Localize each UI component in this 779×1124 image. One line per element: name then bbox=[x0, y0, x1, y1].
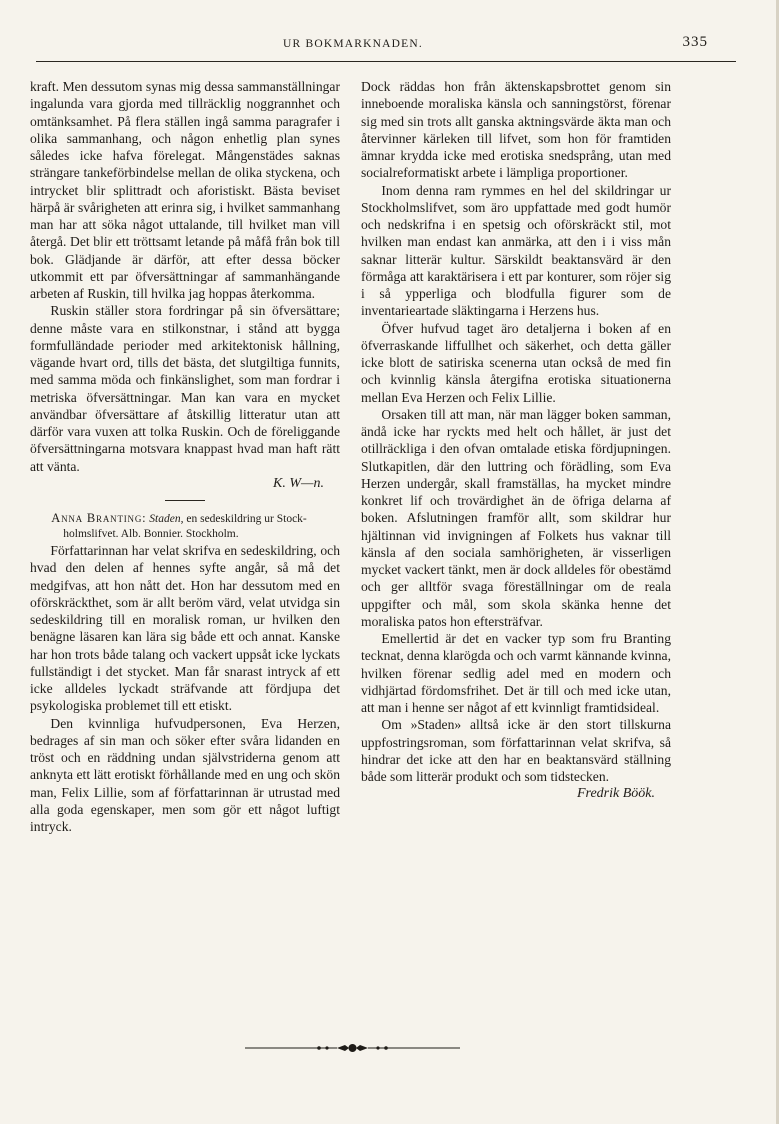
page-header bbox=[36, 34, 736, 60]
paragraph: Om »Staden» alltså icke är den stort tillskurna uppfostringsroman, som författarinnan velat skrifva, så hindrar det icke att den har en beaktansvärd ställning både som litterär produkt och som tidstecken. bbox=[361, 717, 671, 784]
header-rule bbox=[36, 61, 736, 62]
reviewer-signature: Fredrik Böök. bbox=[576, 786, 655, 802]
end-ornament bbox=[245, 1041, 460, 1055]
page-number: 335 bbox=[682, 34, 708, 50]
review-heading-rest: en sedeskildring ur Stock- bbox=[186, 513, 307, 525]
paragraph: Den kvinnliga hufvudpersonen, Eva Herzen, bedrages af sin man och söker efter svåra lidanden en tröst och en räddning undan självstriderna genom att anknyta ett lätt erotiskt förhållande med en ung och skön man, Felix Lillie, som af författarinnan är utrustad med alla goda egenskaper, men som gör ett något luftigt intryck. bbox=[30, 715, 340, 834]
paragraph: Emellertid är det en vacker typ som fru Branting tecknat, denna klarögda och och varmt kännande kvinna, hvilken förenar sedlig adel med en modern och vidhjärtad fördomsfrihet. Det är till och med icke utan, att man i henne ser något af ett kvinnligt framtidsideal. bbox=[361, 631, 671, 715]
review-author: Anna Branting: bbox=[51, 511, 147, 525]
review-heading bbox=[30, 511, 340, 542]
review-book-title: Staden, bbox=[149, 513, 184, 525]
paragraph: Författarinnan har velat skrifva en sedeskildring, och hvad den delen af hennes syfte angår, så må det medgifvas, att hon nått det. Hon har dessutom med en oförskräckthet, som är allt beröm värd, velat utvidga sin sedeskildring till en moralisk roman, ur hvilken den benägne läsaren kan lära sig både ett och annat. Kanske har hon trots både talang och vackert uppsåt icke lyckats fullständigt i det stycket. Man får snarast intryck af ett icke alldeles lyckadt sträfvande att fördjupa det psykologiska problemet till ett etiskt. bbox=[30, 543, 340, 714]
paragraph: Inom denna ram rymmes en hel del skildringar ur Stockholmslifvet, som äro uppfattade med godt humör och nedskrifna i en spetsig och oförskräckt stil, mot hvilken man endast kan anmärka, att den i i viss mån saknar litterär kultur. Särskildt beaktansvärd är den förmåga att karaktärisera i ett par konturer, som röjer sig i så ypperliga och blodfulla figurer som de inventarieartade släktingarna i Herzens hus. bbox=[361, 182, 671, 319]
right-column bbox=[361, 78, 671, 803]
review-heading-publisher: holmslifvet. Alb. Bonnier. Stockholm. bbox=[63, 528, 239, 540]
reviewer-signature: K. W—n. bbox=[273, 475, 324, 491]
left-column bbox=[30, 78, 340, 835]
paragraph: Orsaken till att man, när man lägger boken samman, ändå icke har ryckts med helt och hållet, är just det otillräckliga i den ofvan omtalade etiska fördjupningen. Slutkapitlen, där den luttring och förädling, som Eva Herzen undergår, skall framställas, ha mycket mindre konkret lif och trovärdighet än de öfriga delarna af boken. Afslutningen framför allt, som skildrar hur hjältinnan vid invigningen af Folkets hus vaknar till känsla af den sociala samhörigheten, är visserligen mycket vackert tänkt, men är dock alldeles för obestämd och ger alltför svaga föreställningar om de reala uppgifter och mål, som skola skänka henne det moraliska patos hon eftersträfvar. bbox=[361, 406, 671, 629]
paragraph: kraft. Men dessutom synas mig dessa sammanställningar ingalunda vara gjorda med tillräcklig noggrannhet och omtänksamhet. På flera ställen ingå samma paragrafer i olika sammanhang, och någon enhetlig plan synes således icke hafva förelegat. Mångenstädes saknas strängare tankeförbindelse mellan de olika styckena, och intrycket blir splittradt och aforistiskt. Bästa beviset härpå är svårigheten att erinra sig, i hvilket sammanhang man har att söka något uttalande, till hvilket man vill återgå. Det blir ett tröttsamt letande på måfå från bok till bok. Glädjande är därför, att efter dessa böcker utkommit ett par öfversättningar af sammanhängande arbeten af Ruskin, till hvilka jag hoppas återkomma. bbox=[30, 79, 340, 301]
paragraph: Ruskin ställer stora fordringar på sin öfversättare; denne måste vara en stilkonstnar, i stånd att bygga formfulländade perioder med arkitektonisk hållning, vägande hvart ord, tills det bästa, det slutgiltiga funnits, med samma möda och finkänslighet, som man fordrar i metriska öfversättningar. Man kan vara en mycket användbar öfversättare af åtskillig litteratur utan att därför vara vuxen att tolka Ruskin. Och de föreliggande öfversättningarna motsvara knappast hvad man haft rätt att vänta. bbox=[30, 303, 340, 474]
paragraph: Dock räddas hon från äktenskapsbrottet genom sin inneboende moraliska känsla och sanningstörst, förenar sig med sin trots allt ganska aktningsvärde äkta man och återvinner kärleken till lifvet, som hon för framtiden ämnar krydda icke med erotiska snedsprång, utan med socialreformatiskt arbete i lämpliga proportioner. bbox=[361, 79, 671, 181]
paragraph: Öfver hufvud taget äro detaljerna i boken af en öfverraskande liffullhet och säkerhet, och detta gäller icke blott de satiriska scenerna utan också de med fin och kvinnlig känsla återgifna erotiska situationerna mellan Eva Herzen och Felix Lillie. bbox=[361, 320, 671, 405]
running-title: UR BOKMARKNADEN. bbox=[283, 38, 423, 50]
section-divider bbox=[165, 500, 205, 501]
